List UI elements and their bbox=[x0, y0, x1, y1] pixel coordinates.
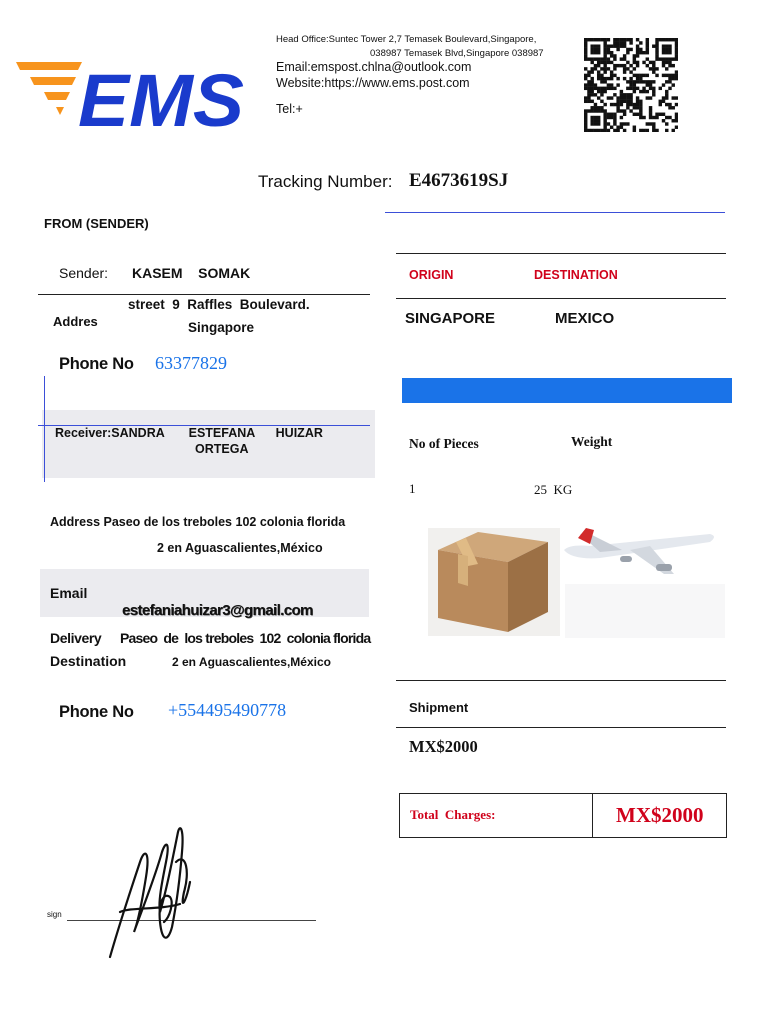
handwritten-signature bbox=[100, 822, 210, 962]
sender-label: Sender: bbox=[59, 265, 109, 281]
ems-logo bbox=[16, 52, 248, 132]
delivery-label-2: Destination bbox=[50, 653, 127, 669]
email-label: Email bbox=[50, 585, 88, 601]
pieces-value: 1 bbox=[409, 481, 416, 496]
shipment-rule bbox=[396, 680, 726, 681]
total-charges-label: Total Charges: bbox=[410, 807, 496, 822]
header-website: Website:https://www.ems.post.com bbox=[276, 76, 470, 90]
sign-label: sign bbox=[47, 910, 62, 919]
weight-value: 25 KG bbox=[534, 482, 573, 497]
qr-code bbox=[584, 38, 678, 132]
shipment-value: MX$2000 bbox=[409, 737, 478, 756]
weight-label: Weight bbox=[571, 434, 613, 449]
origin-value: SINGAPORE bbox=[405, 310, 496, 327]
head-office-line2: 038987 Temasek Blvd,Singapore 038987 bbox=[370, 48, 544, 59]
header-tel: Tel:+ bbox=[276, 102, 303, 116]
receiver-email: estefaniahuizar3@gmail.com bbox=[122, 602, 313, 619]
sender-address-line2: Singapore bbox=[188, 320, 255, 335]
receiver-name-line1: Receiver:SANDRA ESTEFANA HUIZAR bbox=[55, 426, 323, 440]
route-top-rule bbox=[396, 253, 726, 254]
sender-address-line1: street 9 Raffles Boulevard. bbox=[128, 297, 310, 312]
logo-text: EMS bbox=[78, 59, 244, 132]
delivery-line1: Paseo de los treboles 102 colonia florida bbox=[120, 630, 371, 646]
sender-divider bbox=[38, 294, 370, 295]
delivery-line2: 2 en Aguascalientes,México bbox=[172, 655, 331, 669]
sender-name: KASEM SOMAK bbox=[132, 265, 251, 281]
address-label: Addres bbox=[53, 314, 98, 328]
blue-bar bbox=[402, 378, 732, 403]
destination-value: MEXICO bbox=[555, 310, 615, 327]
receiver-phone-label: Phone No bbox=[59, 703, 134, 721]
receiver-phone: +554495490778 bbox=[168, 700, 287, 720]
origin-label: ORIGIN bbox=[409, 268, 454, 282]
receiver-address-line1: Address Paseo de los treboles 102 colonia florida bbox=[50, 515, 346, 529]
route-mid-rule bbox=[396, 298, 726, 299]
pieces-label: No of Pieces bbox=[409, 436, 479, 451]
total-charges-value: MX$2000 bbox=[616, 803, 704, 827]
shipment-label: Shipment bbox=[409, 700, 469, 715]
header-email: Email:emspost.chlna@outlook.com bbox=[276, 60, 472, 74]
receiver-address-line2: 2 en Aguascalientes,México bbox=[157, 541, 323, 555]
receiver-name-line2: ORTEGA bbox=[195, 442, 249, 456]
from-sender-title: FROM (SENDER) bbox=[44, 216, 149, 231]
total-charges-divider bbox=[592, 793, 593, 838]
destination-label: DESTINATION bbox=[534, 268, 618, 282]
sender-phone: 63377829 bbox=[155, 353, 227, 373]
tracking-underline bbox=[385, 212, 725, 213]
sender-phone-label: Phone No bbox=[59, 355, 134, 373]
shipment-value-rule bbox=[396, 727, 726, 728]
package-box-image bbox=[428, 528, 560, 636]
head-office-line1: Head Office:Suntec Tower 2,7 Temasek Boulevard,Singapore, bbox=[276, 34, 537, 45]
receiver-marker-line bbox=[44, 376, 45, 482]
tracking-number: E4673619SJ bbox=[409, 170, 509, 191]
delivery-label-1: Delivery bbox=[50, 630, 102, 646]
tracking-label: Tracking Number: bbox=[258, 172, 393, 191]
airplane-image bbox=[560, 528, 718, 586]
image-background bbox=[565, 584, 725, 638]
